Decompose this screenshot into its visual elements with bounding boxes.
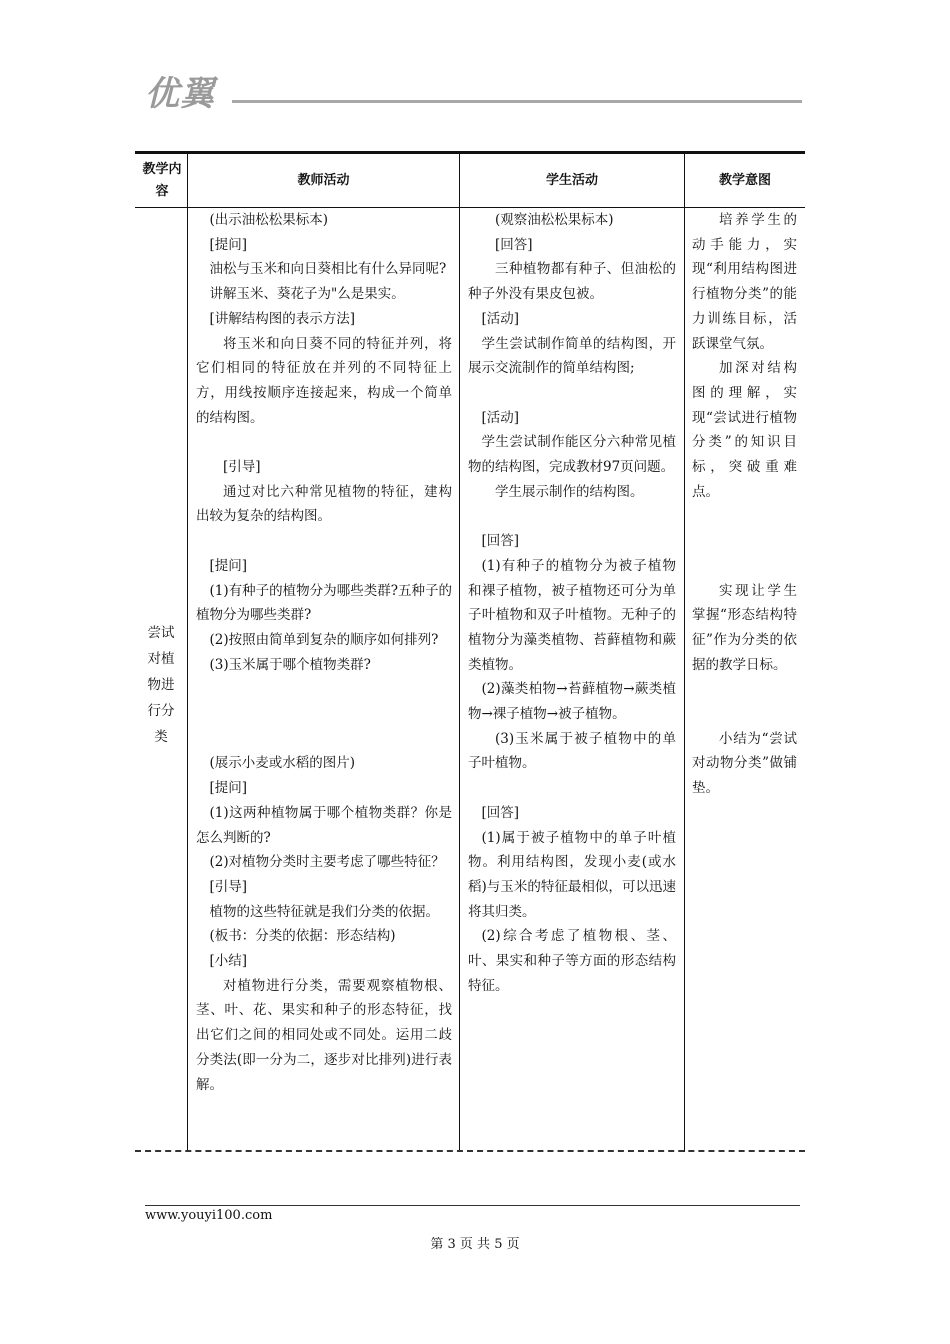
topic-line: 物进: [147, 677, 175, 693]
page-number: 第 3 页 共 5 页: [430, 1237, 520, 1252]
teacher-line: (2)按照由简单到复杂的顺序如何排列?: [209, 631, 439, 648]
header-intent: 教学意图: [718, 173, 771, 188]
topic-cell: [135, 620, 187, 750]
teacher-line: (2)对植物分类时主要考虑了哪些特征？: [209, 854, 445, 871]
blank-line: [196, 529, 452, 554]
blank-line: [468, 381, 676, 406]
blank-line: [196, 702, 452, 727]
student-line: (观察油松松果标本): [495, 212, 614, 228]
student-line: [回答]: [495, 236, 533, 253]
header-rule: [232, 100, 802, 103]
table-bottom-dashed-border: [135, 1150, 805, 1152]
student-line: 三种植物都有种子、但油松的种子外没有果皮包被。: [468, 261, 676, 303]
blank-line: [692, 504, 797, 529]
intent-line: 实现让学生掌握“形态结构特征”作为分类的依据的教学日标。: [692, 582, 797, 673]
blank-line: [468, 776, 676, 801]
teacher-line: [讲解结构图的表示方法]: [209, 310, 356, 327]
topic-line: 对植: [147, 651, 175, 667]
teacher-line: (板书：分类的依据：形态结构): [209, 928, 396, 945]
teacher-activity-column: [196, 208, 452, 1097]
footer-rule: [145, 1205, 800, 1206]
teacher-line: (出示油松松果标本): [209, 212, 329, 228]
blank-line: [196, 727, 452, 752]
teacher-line: 讲解玉米、葵花子为"么是果实。: [209, 286, 405, 303]
student-activity-column: [468, 208, 676, 998]
header-teacher: 教师活动: [297, 173, 350, 188]
teaching-intent-column: [692, 208, 797, 801]
teacher-line: (3)玉米属于哪个植物类群?: [209, 656, 371, 673]
teacher-line: 植物的这些特征就是我们分类的依据。: [209, 903, 439, 920]
header-student: 学生活动: [545, 173, 598, 188]
teacher-line: [引导]: [223, 459, 261, 476]
teacher-line: [引导]: [209, 878, 248, 895]
column-divider: [187, 154, 188, 1152]
student-line: [活动]: [481, 409, 520, 426]
blank-line: [196, 677, 452, 702]
topic-line: 行分: [147, 703, 175, 719]
student-line: (1)有种子的植物分为被子植物和裸子植物，被子植物还可分为单子叶植物和双子叶植物。无种子的植物分为藻类植物、苔藓植物和蕨类植物。: [468, 557, 676, 673]
topic-line: 类: [154, 729, 168, 745]
student-line: (2)综合考虑了植物根、茎、叶、果实和种子等方面的形态结构特征。: [468, 928, 676, 994]
header-content: 教学内容: [142, 162, 182, 199]
student-line: 学生尝试制作能区分六种常见植物的结构图，完成教材97页问题。: [468, 434, 676, 476]
student-line: 学生展示制作的结构图。: [495, 483, 644, 500]
teacher-line: [提问]: [209, 236, 248, 253]
teacher-line: 将玉米和向日葵不同的特征并列，将它们相同的特征放在并列的不同特征上方，用线按顺序连接起来，构成一个简单的结构图。: [196, 335, 452, 426]
student-line: 学生尝试制作简单的结构图，开展示交流制作的简单结构图;: [468, 335, 676, 377]
blank-line: [692, 529, 797, 554]
blank-line: [692, 702, 797, 727]
teacher-line: [小结]: [209, 953, 248, 970]
blank-line: [692, 554, 797, 579]
teacher-line: (展示小麦或水稻的图片): [209, 755, 356, 772]
blank-line: [468, 504, 676, 529]
teacher-line: 对植物进行分类，需要观察植物根、茎、叶、花、果实和种子的形态特征，找出它们之间的相同处或不同处。运用二歧分类法(即一分为二，逐步对比排列)进行表解。: [196, 977, 452, 1093]
column-divider: [684, 154, 685, 1152]
student-line: [活动]: [481, 310, 520, 327]
student-line: (1)属于被子植物中的单子叶植物。利用结构图，发现小麦(或水稻)与玉米的特征最相似，可以迅速将其归类。: [468, 829, 676, 920]
blank-line: [196, 430, 452, 455]
footer-url: www.youyi100.com: [145, 1208, 273, 1223]
intent-line: 培养学生的动手能力，实现“利用结构图进行植物分类”的能力训练目标，活跃课堂气氛。: [692, 212, 797, 352]
teacher-line: [提问]: [209, 557, 248, 574]
student-line: (2)藻类柏物→苔藓植物→蕨类植物→裸子植物→被子植物。: [468, 681, 676, 723]
brand-logo: 优翼: [145, 74, 215, 114]
intent-line: 加深对结构图的理解，实现“尝试进行植物分类”的知识目标，突破重难点。: [692, 360, 797, 500]
blank-line: [692, 677, 797, 702]
teacher-line: 通过对比六种常见植物的特征，建构出较为复杂的结构图。: [196, 483, 452, 525]
student-line: [回答]: [481, 804, 520, 821]
intent-line: 小结为“尝试对动物分类”做铺垫。: [692, 730, 797, 797]
teacher-line: [提问]: [209, 780, 248, 797]
teacher-line: (1)有种子的植物分为哪些类群?五种子的植物分为哪些类群?: [196, 582, 452, 624]
column-divider: [459, 154, 460, 1152]
topic-line: 尝试: [147, 625, 175, 641]
student-line: (3)玉米属于被子植物中的单子叶植物。: [468, 730, 676, 772]
teacher-line: 油松与玉米和向日葵相比有什么异同呢?: [209, 261, 447, 278]
teacher-line: (1)这两种植物属于哪个植物类群？你是怎么判断的?: [196, 804, 452, 846]
student-line: [回答]: [481, 533, 520, 550]
